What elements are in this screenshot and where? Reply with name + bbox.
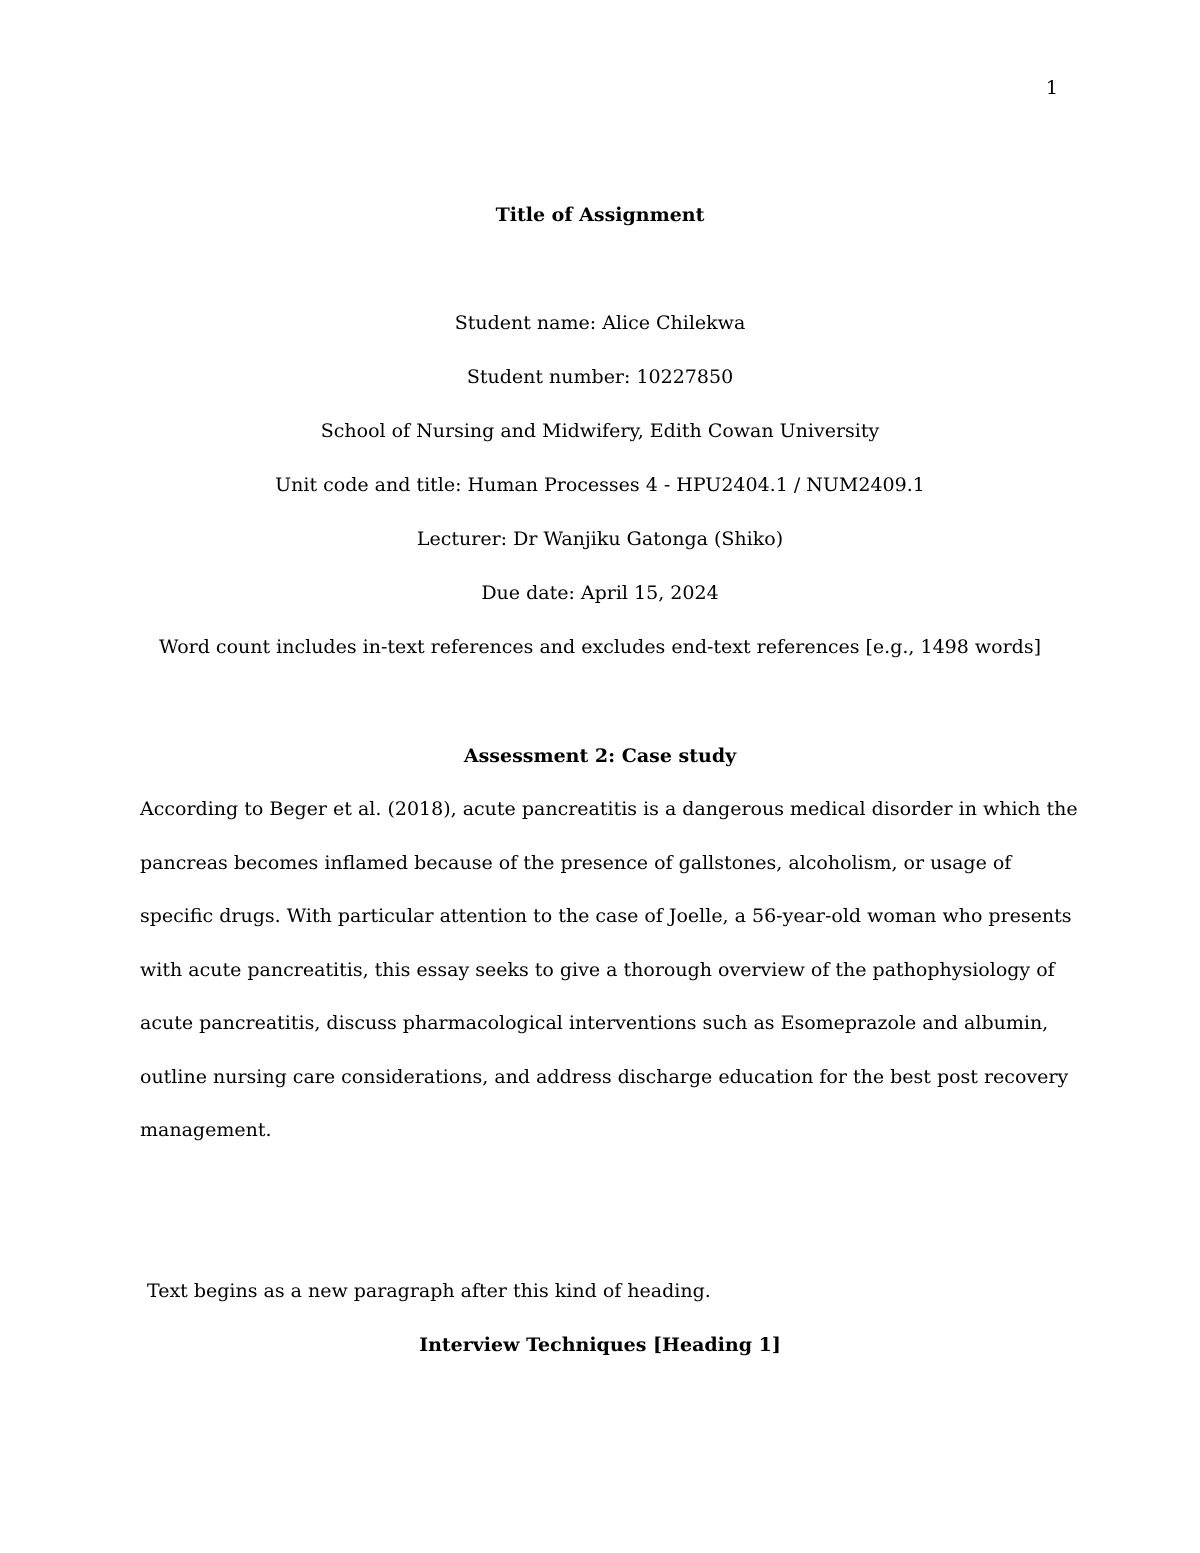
section-heading: Assessment 2: Case study (463, 745, 737, 767)
paragraph-line: with acute pancreatitis, this essay seeks to give a thorough overview of the pathophysiology of (140, 959, 1055, 981)
paragraph-line: management. (140, 1119, 272, 1141)
school-affiliation: School of Nursing and Midwifery, Edith Cowan University (320, 420, 880, 442)
student-number: Student number: 10227850 (466, 366, 734, 388)
unit-code-title: Unit code and title: Human Processes 4 - HPU2404.1 / NUM2409.1 (275, 474, 925, 496)
assignment-title: Title of Assignment (495, 204, 705, 226)
heading-1: Interview Techniques [Heading 1] (419, 1334, 781, 1356)
page-number: 1 (1045, 77, 1058, 99)
paragraph-line: pancreas becomes inflamed because of the presence of gallstones, alcoholism, or usage of (140, 852, 1012, 874)
lecturer: Lecturer: Dr Wanjiku Gatonga (Shiko) (416, 528, 784, 550)
paragraph-line: acute pancreatitis, discuss pharmacological interventions such as Esomeprazole and albumin, (140, 1012, 1049, 1034)
note-line: Text begins as a new paragraph after this kind of heading. (147, 1280, 711, 1302)
paragraph-line: specific drugs. With particular attention to the case of Joelle, a 56-year-old woman who presents (140, 905, 1072, 927)
student-name: Student name: Alice Chilekwa (454, 312, 746, 334)
paragraph-line: outline nursing care considerations, and address discharge education for the best post recovery (140, 1066, 1069, 1088)
paragraph-line: According to Beger et al. (2018), acute pancreatitis is a dangerous medical disorder in which the (140, 798, 1078, 820)
due-date: Due date: April 15, 2024 (481, 582, 719, 604)
word-count-note: Word count includes in-text references and excludes end-text references [e.g., 1498 words] (158, 636, 1042, 658)
